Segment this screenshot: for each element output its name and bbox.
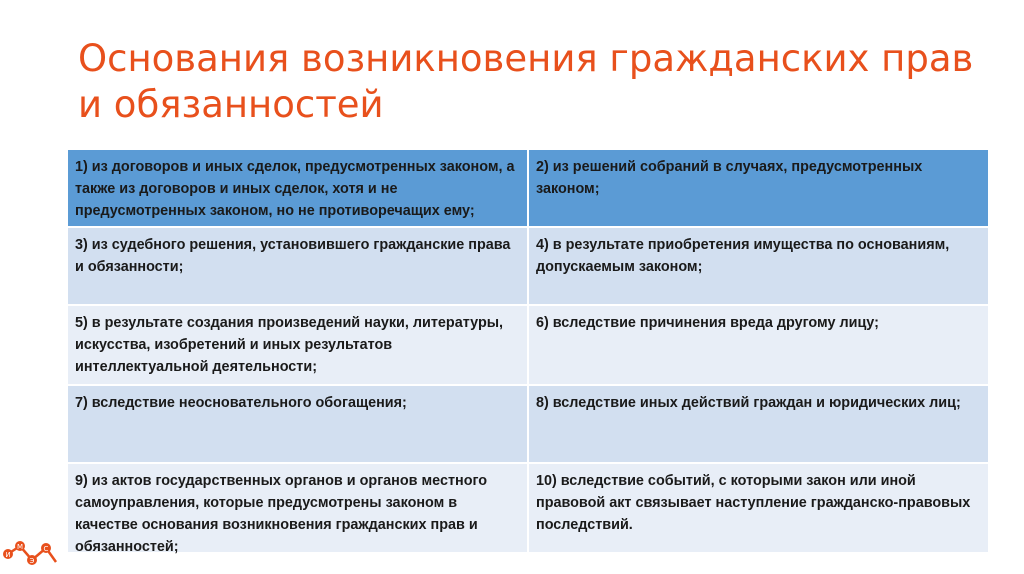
logo-letter: М xyxy=(16,543,24,551)
table-cell: 9) из актов государственных органов и органов местного самоуправления, которые предусмотрены законом в качестве основания возникновения гражданских прав и обязанностей; xyxy=(68,464,529,554)
table-cell: 7) вследствие неосновательного обогащения; xyxy=(68,386,529,464)
logo-letter: С xyxy=(43,545,49,553)
logo-letter: Э xyxy=(29,557,35,565)
imes-logo xyxy=(2,536,62,574)
table-cell: 4) в результате приобретения имущества по основаниям, допускаемым законом; xyxy=(529,228,990,306)
table-cell: 1) из договоров и иных сделок, предусмотренных законом, а также из договоров и иных сделок, хотя и не предусмотренных законом, но не противоречащих ему; xyxy=(68,150,529,228)
logo-letter: И xyxy=(5,551,11,559)
page-title: Основания возникновения гражданских прав и обязанностей xyxy=(78,37,974,126)
table-cell: 10) вследствие событий, с которыми закон или иной правовой акт связывает наступление гражданско-правовых последствий. xyxy=(529,464,990,554)
table-cell: 2) из решений собраний в случаях, предусмотренных законом; xyxy=(529,150,990,228)
table-cell: 8) вследствие иных действий граждан и юридических лиц; xyxy=(529,386,990,464)
table-cell: 3) из судебного решения, установившего гражданские права и обязанности; xyxy=(68,228,529,306)
grounds-table xyxy=(68,150,990,554)
table-cell: 6) вследствие причинения вреда другому лицу; xyxy=(529,306,990,386)
table-cell: 5) в результате создания произведений науки, литературы, искусства, изобретений и иных результатов интеллектуальной деятельности; xyxy=(68,306,529,386)
